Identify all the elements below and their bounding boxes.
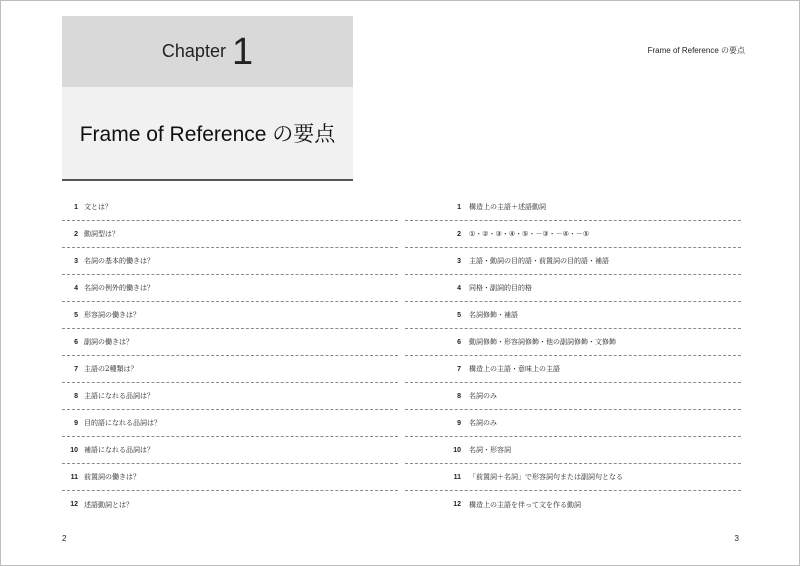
answer-text: 「前置詞＋名詞」で形容詞句または副詞句となる (469, 473, 623, 481)
question-row (62, 383, 398, 410)
answer-row (405, 329, 741, 356)
question-text: 前置詞の働きは？ (84, 473, 140, 481)
answer-row (405, 221, 741, 248)
question-row (62, 491, 398, 518)
answer-text: ①・②・③・④・⑤・－③・－④・－⑤ (469, 230, 590, 238)
question-text: 名詞の例外的働きは？ (84, 284, 154, 292)
answer-number: 4 (457, 284, 461, 292)
question-text: 名詞の基本的働きは？ (84, 257, 154, 265)
answer-text: 名詞修飾・補語 (469, 311, 518, 319)
question-text: 目的語になれる品詞は？ (84, 419, 161, 427)
answer-number: 7 (457, 365, 461, 373)
page-number-right: 3 (734, 534, 739, 543)
question-row (62, 221, 398, 248)
question-number: 4 (74, 284, 78, 292)
question-number: 2 (74, 230, 78, 238)
answer-number: 1 (457, 203, 461, 211)
chapter-title: Frame of Reference の要点 (62, 87, 353, 181)
question-text: 主語になれる品詞は？ (84, 392, 154, 400)
question-number: 1 (74, 203, 78, 211)
question-text: 形容詞の働きは？ (84, 311, 140, 319)
answer-number: 6 (457, 338, 461, 346)
question-number: 9 (74, 419, 78, 427)
answer-text: 構造上の主語＋述語動詞 (469, 203, 546, 211)
answer-text: 動詞修飾・形容詞修飾・他の副詞修飾・文修飾 (469, 338, 616, 346)
question-number: 7 (74, 365, 78, 373)
answer-row (405, 302, 741, 329)
question-row (62, 464, 398, 491)
page-number-left: 2 (62, 534, 67, 543)
question-text: 文とは？ (84, 203, 112, 211)
answer-list (405, 194, 741, 518)
question-row (62, 437, 398, 464)
question-row (62, 275, 398, 302)
question-text: 述語動詞とは？ (84, 500, 133, 509)
answer-number: 12 (453, 501, 461, 508)
question-number: 6 (74, 338, 78, 346)
chapter-number: 1 (231, 30, 254, 73)
running-head: Frame of Reference の要点 (647, 46, 745, 55)
answer-number: 10 (453, 446, 461, 454)
answer-row (405, 410, 741, 437)
question-row (62, 329, 398, 356)
answer-row (405, 491, 741, 518)
question-number: 3 (74, 257, 78, 265)
answer-text: 構造上の主語を伴って文を作る動詞 (469, 500, 581, 509)
question-text: 副詞の働きは？ (84, 338, 133, 346)
answer-text: 名詞のみ (469, 392, 497, 400)
answer-row (405, 194, 741, 221)
answer-number: 9 (457, 419, 461, 427)
answer-text: 主語・動詞の目的語・前置詞の目的語・補語 (469, 257, 609, 265)
question-row (62, 356, 398, 383)
answer-row (405, 437, 741, 464)
question-list (62, 194, 398, 518)
question-row (62, 410, 398, 437)
answer-number: 3 (457, 257, 461, 265)
question-number: 11 (70, 473, 78, 481)
question-row (62, 194, 398, 221)
answer-text: 同格・副詞的目的格 (469, 284, 532, 292)
chapter-header (62, 16, 353, 179)
answer-text: 名詞のみ (469, 419, 497, 427)
question-text: 動詞型は？ (84, 230, 119, 238)
answer-number: 5 (457, 311, 461, 319)
question-text: 補語になれる品詞は？ (84, 446, 154, 454)
question-number: 8 (74, 392, 78, 400)
chapter-label-band (62, 16, 353, 87)
answer-number: 2 (457, 230, 461, 238)
answer-row (405, 464, 741, 491)
chapter-label: Chapter (161, 41, 226, 61)
answer-row (405, 248, 741, 275)
question-number: 10 (70, 446, 78, 454)
answer-row (405, 356, 741, 383)
answer-number: 8 (457, 392, 461, 400)
answer-row (405, 383, 741, 410)
question-row (62, 248, 398, 275)
question-number: 5 (74, 311, 78, 319)
answer-text: 名詞・形容詞 (469, 446, 511, 454)
answer-number: 11 (453, 473, 461, 481)
answer-row (405, 275, 741, 302)
question-text: 主語の2種類は？ (84, 365, 138, 373)
answer-text: 構造上の主語・意味上の主語 (469, 365, 560, 373)
question-number: 12 (70, 501, 78, 508)
question-row (62, 302, 398, 329)
